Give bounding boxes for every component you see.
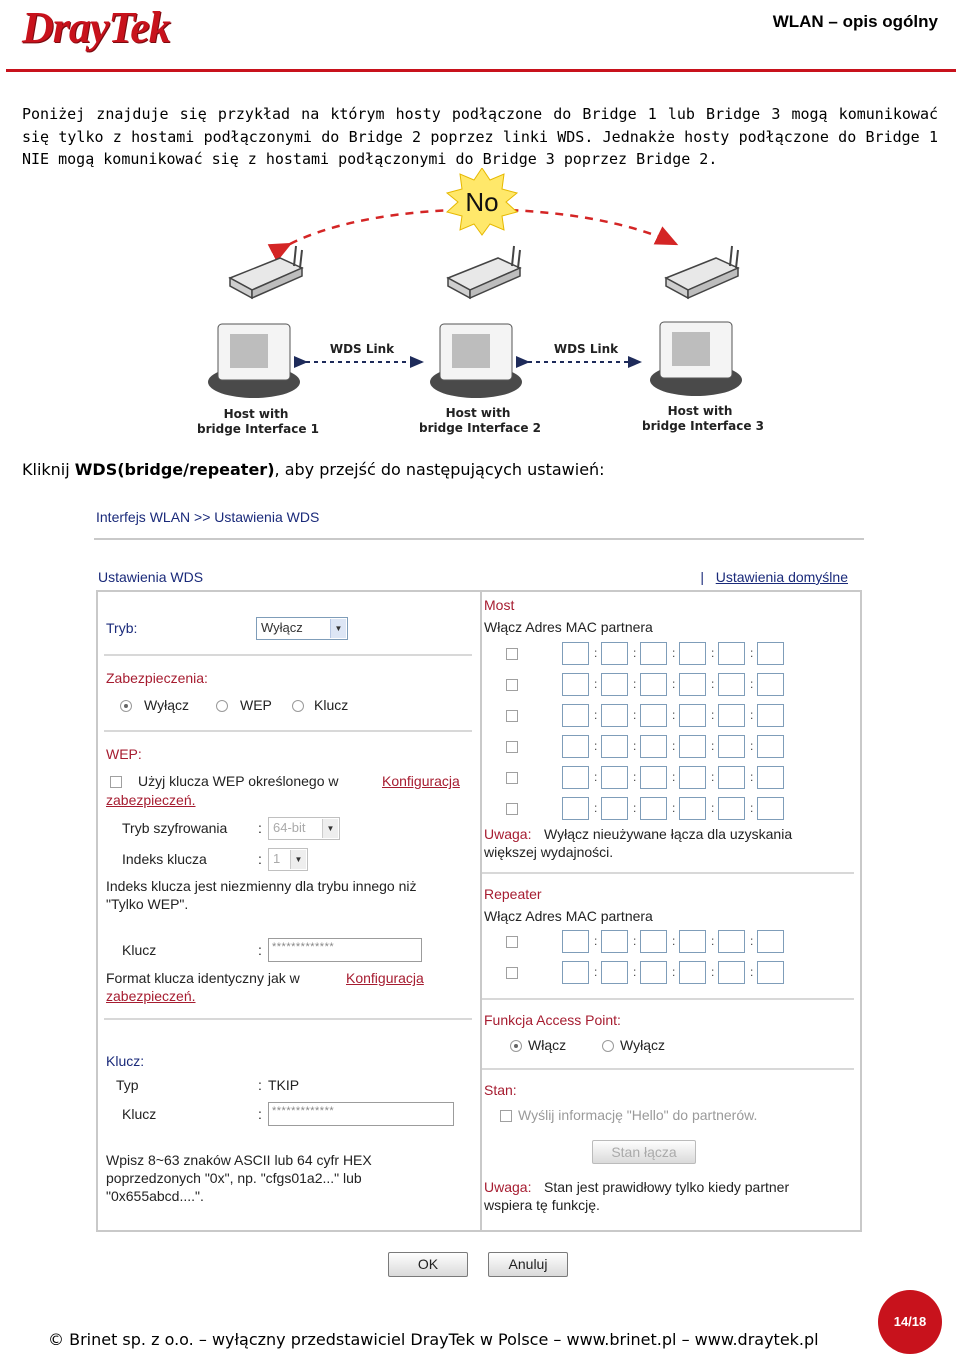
chevron-down-icon: ▼: [322, 819, 338, 838]
mac-separator: :: [672, 965, 676, 979]
wds-link-label: WDS Link: [329, 342, 395, 356]
mac-enable-checkbox[interactable]: [506, 741, 518, 753]
mac-octet-input[interactable]: [562, 961, 589, 984]
page-number-badge: 14/18: [878, 1290, 942, 1354]
footer-text: © Brinet sp. z o.o. – wyłączny przedstawiciel DrayTek w Polsce – www.brinet.pl – www.draytek.pl: [48, 1330, 819, 1349]
mac-octet-input[interactable]: [718, 704, 745, 727]
mac-octet-input[interactable]: [757, 961, 784, 984]
ascii-note: Wpisz 8~63 znaków ASCII lub 64 cyfr HEX: [106, 1152, 372, 1168]
host-label: bridge Interface 3: [641, 419, 765, 433]
cancel-button[interactable]: Anuluj: [488, 1252, 568, 1277]
mac-separator: :: [711, 934, 715, 948]
mac-separator: :: [594, 965, 598, 979]
mac-octet-input[interactable]: [601, 642, 628, 665]
mac-separator: :: [594, 801, 598, 815]
mac-enable-checkbox[interactable]: [506, 710, 518, 722]
mac-separator: :: [633, 934, 637, 948]
encryption-label: Tryb szyfrowania: [122, 820, 228, 836]
mac-separator: :: [672, 801, 676, 815]
mac-octet-input[interactable]: [562, 642, 589, 665]
mac-octet-input[interactable]: [640, 797, 667, 820]
mac-separator: :: [594, 934, 598, 948]
format-note: Format klucza identyczny jak w: [106, 970, 300, 986]
mac-octet-input[interactable]: [640, 642, 667, 665]
mac-octet-input[interactable]: [679, 961, 706, 984]
mac-separator: :: [711, 708, 715, 722]
mac-octet-input[interactable]: [640, 704, 667, 727]
security-option-label: WEP: [240, 697, 272, 713]
no-label: No: [465, 187, 499, 217]
type-value: TKIP: [268, 1077, 300, 1093]
host-label: Host with: [445, 406, 511, 420]
type-label: Typ: [116, 1077, 139, 1093]
warning-label: Uwaga:: [484, 826, 532, 842]
security-config-link[interactable]: zabezpieczeń.: [106, 792, 196, 808]
encryption-select[interactable]: [268, 817, 340, 840]
bridge-mac-label: Włącz Adres MAC partnera: [484, 619, 653, 635]
breadcrumb: Interfejs WLAN >> Ustawienia WDS: [96, 509, 320, 525]
wep-label: WEP:: [106, 746, 142, 762]
router-icon: [230, 246, 302, 298]
mac-enable-checkbox[interactable]: [506, 679, 518, 691]
chevron-down-icon: ▼: [290, 850, 306, 869]
defaults-area: [700, 569, 848, 585]
mac-octet-input[interactable]: [601, 930, 628, 953]
mac-octet-input[interactable]: [718, 735, 745, 758]
ap-option-label: Włącz: [528, 1037, 567, 1053]
ap-radio-on[interactable]: [510, 1040, 522, 1052]
hello-text: Wyślij informację "Hello" do partnerów.: [518, 1107, 758, 1123]
breadcrumb-divider: [94, 538, 864, 540]
mac-octet-input[interactable]: [601, 673, 628, 696]
mac-octet-input[interactable]: [562, 673, 589, 696]
host-label: bridge Interface 2: [418, 421, 542, 435]
divider: [104, 1018, 472, 1020]
host-icon: [430, 324, 522, 398]
mac-octet-input[interactable]: [679, 797, 706, 820]
wds-topology-diagram: [190, 168, 790, 448]
key-index-note: Indeks klucza jest niezmienny dla trybu innego niż: [106, 878, 417, 894]
mac-octet-input[interactable]: [757, 642, 784, 665]
mac-separator: :: [672, 770, 676, 784]
security-config-link[interactable]: Konfiguracja: [382, 773, 460, 789]
mac-separator: :: [633, 646, 637, 660]
mac-octet-input[interactable]: [757, 766, 784, 789]
colon: :: [258, 851, 262, 867]
warning-text: Wyłącz nieużywane łącza dla uzyskania: [544, 826, 793, 842]
security-radio-key[interactable]: [292, 700, 304, 712]
mac-octet-input[interactable]: [562, 797, 589, 820]
mac-enable-checkbox[interactable]: [506, 936, 518, 948]
ascii-note: "0x655abcd....".: [106, 1188, 204, 1204]
mac-separator: :: [750, 770, 754, 784]
mac-octet-input[interactable]: [718, 797, 745, 820]
security-label: Zabezpieczenia:: [106, 670, 208, 686]
ascii-note: poprzedzonych "0x", np. "cfgs01a2..." lub: [106, 1170, 362, 1186]
encryption-select-value: 64-bit: [273, 820, 306, 835]
divider: [482, 998, 854, 1000]
wep-checkbox[interactable]: [110, 776, 122, 788]
bridge-label: Most: [484, 597, 515, 613]
mac-separator: :: [594, 677, 598, 691]
mac-octet-input[interactable]: [679, 766, 706, 789]
mac-separator: :: [750, 965, 754, 979]
host-label: bridge Interface 1: [196, 422, 320, 436]
mac-separator: :: [711, 739, 715, 753]
mac-separator: :: [750, 739, 754, 753]
draytek-logo: DrayTek: [22, 3, 170, 52]
header-divider: [6, 69, 956, 72]
defaults-separator: |: [700, 569, 705, 585]
mac-separator: :: [750, 646, 754, 660]
no-starburst-icon: [447, 168, 517, 235]
status-note: wspiera tę funkcję.: [484, 1197, 600, 1213]
wep-checkbox-text: Użyj klucza WEP określonego w: [138, 773, 339, 789]
mac-separator: :: [750, 934, 754, 948]
wds-link-label: WDS Link: [553, 342, 619, 356]
mac-octet-input[interactable]: [679, 930, 706, 953]
mac-octet-input[interactable]: [718, 673, 745, 696]
wds-settings-screenshot: [94, 504, 864, 1282]
defaults-link[interactable]: Ustawienia domyślne: [715, 569, 848, 585]
mac-octet-input[interactable]: [718, 642, 745, 665]
mac-separator: :: [594, 646, 598, 660]
ap-function-label: Funkcja Access Point:: [484, 1012, 621, 1028]
host-label: Host with: [223, 407, 289, 421]
mac-octet-input[interactable]: [718, 766, 745, 789]
hello-checkbox[interactable]: [500, 1110, 512, 1122]
mac-octet-input[interactable]: [640, 961, 667, 984]
colon: :: [258, 942, 262, 958]
mac-separator: :: [750, 801, 754, 815]
instruction-line: [22, 460, 605, 479]
key-index-select[interactable]: [268, 848, 308, 871]
mac-enable-checkbox[interactable]: [506, 967, 518, 979]
mac-separator: :: [633, 739, 637, 753]
mac-separator: :: [594, 708, 598, 722]
mac-octet-input[interactable]: [640, 735, 667, 758]
router-icon: [666, 246, 738, 298]
mac-separator: :: [711, 677, 715, 691]
mode-select-value: Wyłącz: [261, 620, 303, 635]
mac-separator: :: [750, 677, 754, 691]
key-section-label: Klucz:: [106, 1053, 145, 1069]
intro-paragraph: Poniżej znajduje się przykład na którym hosty podłączone do Bridge 1 lub Bridge 3 mogą komunikować się tylko z hostami podłączonymi do Bridge 2 poprzez linki WDS. Jednakże hosty podłączone do Bridge 1 NIE mogą komunikować się z hostami podłączonymi do Bridge 3 poprzez Bridge 2.: [22, 105, 938, 168]
column-divider: [480, 592, 482, 1230]
mac-separator: :: [672, 934, 676, 948]
mac-separator: :: [672, 646, 676, 660]
mac-octet-input[interactable]: [640, 930, 667, 953]
mac-separator: :: [711, 770, 715, 784]
mac-octet-input[interactable]: [601, 704, 628, 727]
key-index-note: "Tylko WEP".: [106, 896, 189, 912]
divider: [104, 654, 472, 656]
status-note-label: Uwaga:: [484, 1179, 532, 1195]
settings-frame: [96, 590, 862, 1232]
mac-octet-input[interactable]: [679, 642, 706, 665]
security-radio-off[interactable]: [120, 700, 132, 712]
host-icon: [208, 324, 300, 398]
mac-octet-input[interactable]: [757, 930, 784, 953]
mac-octet-input[interactable]: [757, 797, 784, 820]
mac-separator: :: [633, 708, 637, 722]
divider: [482, 872, 854, 874]
mac-octet-input[interactable]: [718, 930, 745, 953]
mac-octet-input[interactable]: [562, 704, 589, 727]
colon: :: [258, 820, 262, 836]
mac-octet-input[interactable]: [601, 961, 628, 984]
security-option-label: Klucz: [314, 697, 349, 713]
colon: :: [258, 1077, 262, 1093]
mac-octet-input[interactable]: [718, 961, 745, 984]
mac-octet-input[interactable]: [640, 766, 667, 789]
divider: [104, 730, 472, 732]
router-icon: [448, 246, 520, 298]
mac-separator: :: [711, 646, 715, 660]
mac-octet-input[interactable]: [562, 735, 589, 758]
mac-separator: :: [633, 770, 637, 784]
mac-enable-checkbox[interactable]: [506, 772, 518, 784]
mac-octet-input[interactable]: [679, 704, 706, 727]
mac-octet-input[interactable]: [601, 735, 628, 758]
chevron-down-icon: ▼: [330, 619, 346, 638]
key2-label: Klucz: [122, 1106, 157, 1122]
host-label: Host with: [667, 404, 733, 418]
wep-key-input[interactable]: *************: [268, 938, 422, 962]
mac-enable-checkbox[interactable]: [506, 648, 518, 660]
mac-separator: :: [633, 965, 637, 979]
mac-enable-checkbox[interactable]: [506, 803, 518, 815]
mac-separator: :: [672, 739, 676, 753]
mac-octet-input[interactable]: [601, 797, 628, 820]
mac-octet-input[interactable]: [640, 673, 667, 696]
status-note: Stan jest prawidłowy tylko kiedy partner: [544, 1179, 790, 1195]
mac-octet-input[interactable]: [757, 673, 784, 696]
instruction-prefix: Kliknij: [22, 460, 75, 479]
key-label: Klucz: [122, 942, 157, 958]
key-index-select-value: 1: [273, 851, 281, 866]
instruction-suffix: , aby przejść do następujących ustawień:: [274, 460, 605, 479]
key-index-label: Indeks klucza: [122, 851, 207, 867]
mac-separator: :: [594, 770, 598, 784]
divider: [482, 1068, 854, 1070]
security-config-link[interactable]: zabezpieczeń.: [106, 988, 196, 1004]
status-label: Stan:: [484, 1082, 517, 1098]
ap-radio-off[interactable]: [602, 1040, 614, 1052]
mac-separator: :: [672, 677, 676, 691]
instruction-menu-path: WDS(bridge/repeater): [74, 460, 275, 479]
mac-octet-input[interactable]: [679, 735, 706, 758]
mac-separator: :: [633, 677, 637, 691]
ap-option-label: Wyłącz: [620, 1037, 665, 1053]
mac-octet-input[interactable]: [757, 735, 784, 758]
security-config-link[interactable]: Konfiguracja: [346, 970, 424, 986]
link-status-button[interactable]: Stan łącza: [592, 1140, 696, 1164]
page-header-title: WLAN – opis ogólny: [772, 12, 938, 31]
mac-octet-input[interactable]: [562, 766, 589, 789]
psk-key-input[interactable]: *************: [268, 1102, 454, 1126]
mac-separator: :: [633, 801, 637, 815]
repeater-label: Repeater: [484, 886, 542, 902]
mac-octet-input[interactable]: [601, 766, 628, 789]
security-option-label: Wyłącz: [144, 697, 189, 713]
mac-separator: :: [672, 708, 676, 722]
repeater-mac-label: Włącz Adres MAC partnera: [484, 908, 653, 924]
ok-button[interactable]: OK: [388, 1252, 468, 1277]
host-icon: [650, 322, 742, 396]
mac-separator: :: [594, 739, 598, 753]
mac-separator: :: [711, 801, 715, 815]
security-radio-wep[interactable]: [216, 700, 228, 712]
mac-octet-input[interactable]: [562, 930, 589, 953]
warning-text: większej wydajności.: [484, 844, 614, 860]
mode-label: Tryb:: [106, 620, 138, 636]
mac-octet-input[interactable]: [757, 704, 784, 727]
mac-separator: :: [711, 965, 715, 979]
colon: :: [258, 1106, 262, 1122]
section-title: Ustawienia WDS: [98, 569, 204, 585]
mac-separator: :: [750, 708, 754, 722]
mac-octet-input[interactable]: [679, 673, 706, 696]
mode-select[interactable]: [256, 617, 348, 640]
